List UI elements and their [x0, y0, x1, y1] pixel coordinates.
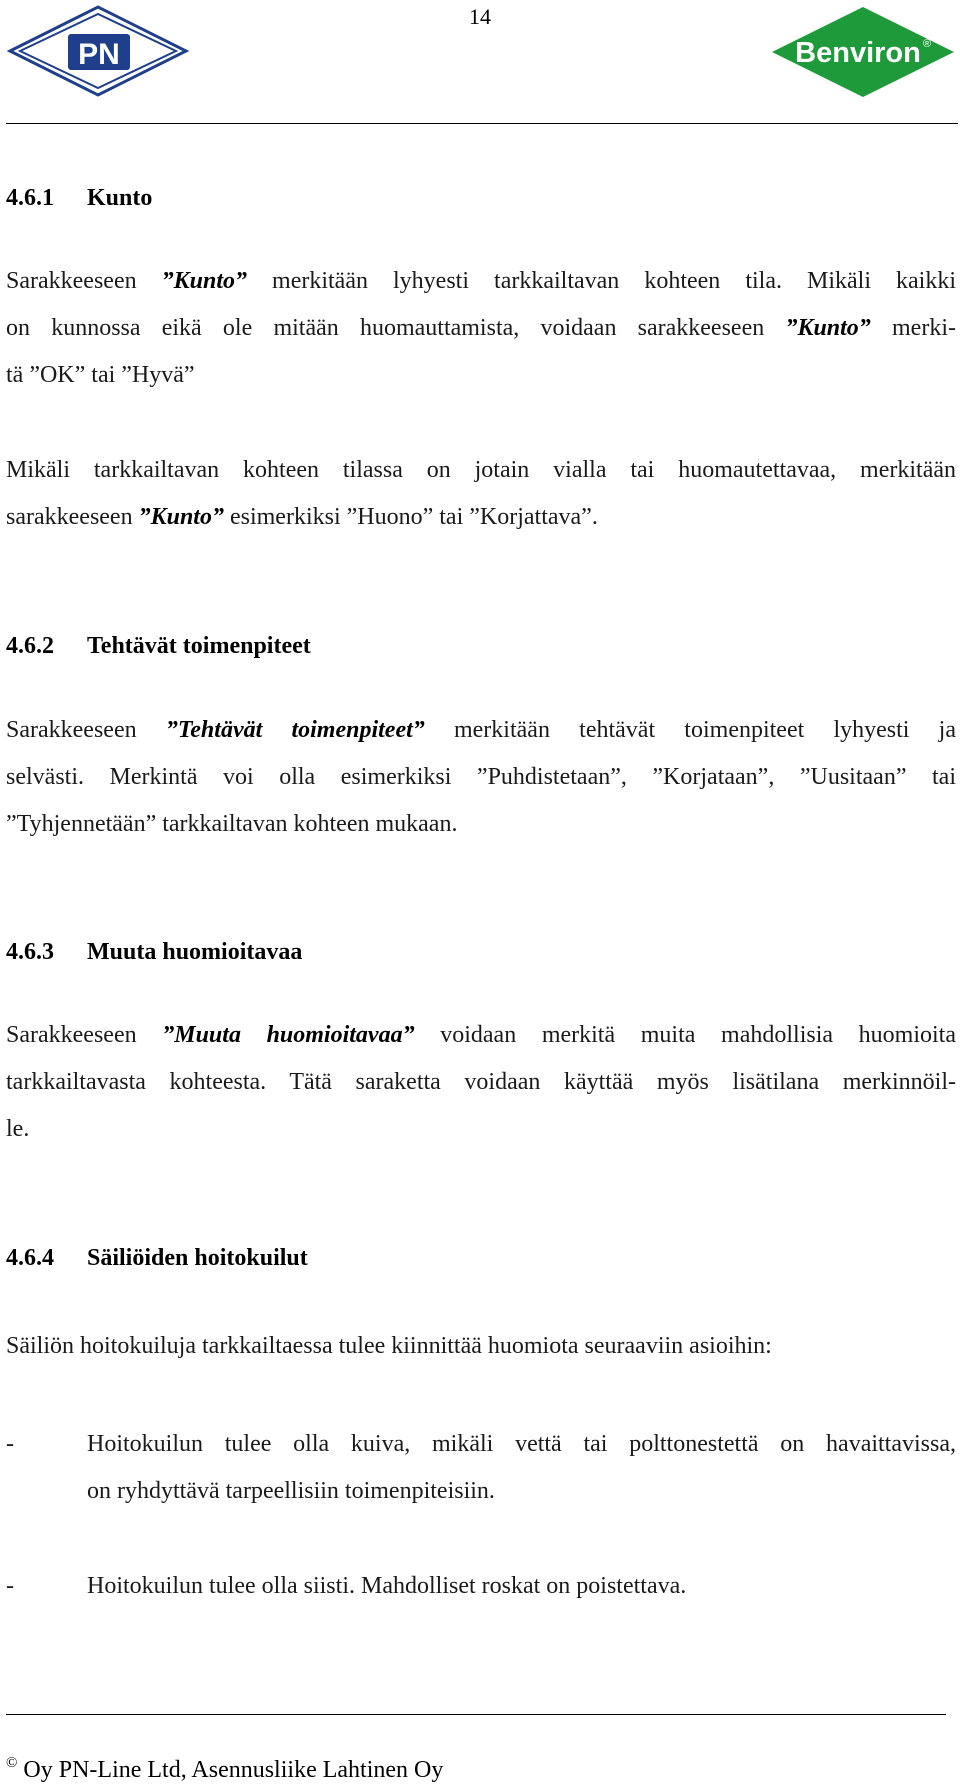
paragraph [6, 1323, 956, 1370]
section-title: Säiliöiden hoitokuilut [87, 1245, 308, 1271]
list-item-text [87, 1563, 956, 1610]
emphasis-kunto: ”Kunto” [785, 315, 871, 341]
text-run: selvästi. Merkintä voi olla esimerkiksi ”Puhdistetaan”, ”Korjataan”, ”Uusitaan” tai [6, 764, 956, 790]
text-line [6, 258, 956, 305]
text-line [6, 305, 956, 352]
page-number: 14 [469, 4, 491, 29]
emphasis-muuta-huomioitavaa: ”Muuta huomioitavaa” [162, 1022, 415, 1048]
text-run: merkitään lyhyesti tarkkailtavan kohteen tila. Mikäli kaikki [247, 268, 956, 294]
text-line: on ryhdyttävä tarpeellisiin toimenpiteisiin. [87, 1478, 495, 1504]
section-heading-4-6-3 [6, 937, 302, 967]
section-number: 4.6.4 [6, 1245, 54, 1271]
copyright-symbol: © [6, 1755, 18, 1771]
emphasis-kunto: ”Kunto” [138, 504, 224, 530]
text-line [6, 707, 956, 754]
text-line [6, 801, 956, 848]
footer [6, 1748, 443, 1785]
section-title: Tehtävät toimenpiteet [87, 633, 311, 659]
pn-logo-text: PN [78, 38, 120, 71]
section-title: Muuta huomioitavaa [87, 939, 303, 965]
section-heading-4-6-1 [6, 183, 152, 213]
section-number: 4.6.1 [6, 185, 54, 211]
text-run: ”Tyhjennetään” tarkkailtavan kohteen mukaan. [6, 811, 458, 837]
text-run: merkitään tehtävät toimenpiteet lyhyesti ja [424, 717, 957, 743]
text-run: tarkkailtavasta kohteesta. Tätä saraketta voidaan käyttää myös lisätilana merkinnöil- [6, 1069, 956, 1095]
text-line [6, 1059, 956, 1106]
text-line [6, 1012, 956, 1059]
text-run: Sarakkeeseen [6, 1022, 163, 1048]
section-title: Kunto [87, 185, 153, 211]
footer-text: Oy PN-Line Ltd, Asennusliike Lahtinen Oy [23, 1757, 444, 1783]
text-run: Sarakkeeseen [6, 268, 162, 294]
bullet-dash: - [6, 1573, 14, 1599]
emphasis-tehtavat-toimenpiteet: ”Tehtävät toimenpiteet” [165, 717, 425, 743]
list-item-text [87, 1421, 956, 1515]
text-run: tä ”OK” tai ”Hyvä” [6, 362, 195, 388]
benviron-logo [770, 4, 956, 100]
text-line: Hoitokuilun tulee olla kuiva, mikäli vettä tai polttonestettä on havaittavissa, [87, 1431, 956, 1457]
text-line [6, 447, 956, 494]
text-run: on kunnossa eikä ole mitään huomauttamista, voidaan sarakkeeseen [6, 315, 786, 341]
benviron-logo-text: Benviron [795, 37, 921, 69]
paragraph [6, 258, 956, 399]
text-run: voidaan merkitä muita mahdollisia huomioita [414, 1022, 956, 1048]
section-heading-4-6-4 [6, 1243, 308, 1273]
text-line [6, 754, 956, 801]
text-line: Hoitokuilun tulee olla siisti. Mahdolliset roskat on poistettava. [87, 1573, 687, 1599]
paragraph [6, 707, 956, 848]
text-line [6, 494, 956, 541]
text-line: Säiliön hoitokuiluja tarkkailtaessa tulee kiinnittää huomiota seuraaviin asioihin: [6, 1333, 772, 1359]
section-number: 4.6.2 [6, 633, 54, 659]
text-run: Mikäli tarkkailtavan kohteen tilassa on jotain vialla tai huomautettavaa, merkitään [6, 457, 956, 483]
bullet-dash: - [6, 1431, 14, 1457]
section-heading-4-6-2 [6, 631, 311, 661]
paragraph [6, 447, 956, 541]
text-run: le. [6, 1116, 30, 1142]
text-run: sarakkeeseen [6, 504, 139, 530]
text-line [6, 1106, 956, 1153]
text-run: merki- [870, 315, 956, 341]
paragraph [6, 1012, 956, 1153]
text-line [6, 352, 956, 399]
text-run: Sarakkeeseen [6, 717, 166, 743]
section-number: 4.6.3 [6, 939, 54, 965]
text-run: esimerkiksi ”Huono” tai ”Korjattava”. [223, 504, 598, 530]
registered-mark: ® [923, 38, 932, 50]
footer-divider [6, 1714, 946, 1715]
header-divider [6, 123, 958, 124]
emphasis-kunto: ”Kunto” [161, 268, 247, 294]
